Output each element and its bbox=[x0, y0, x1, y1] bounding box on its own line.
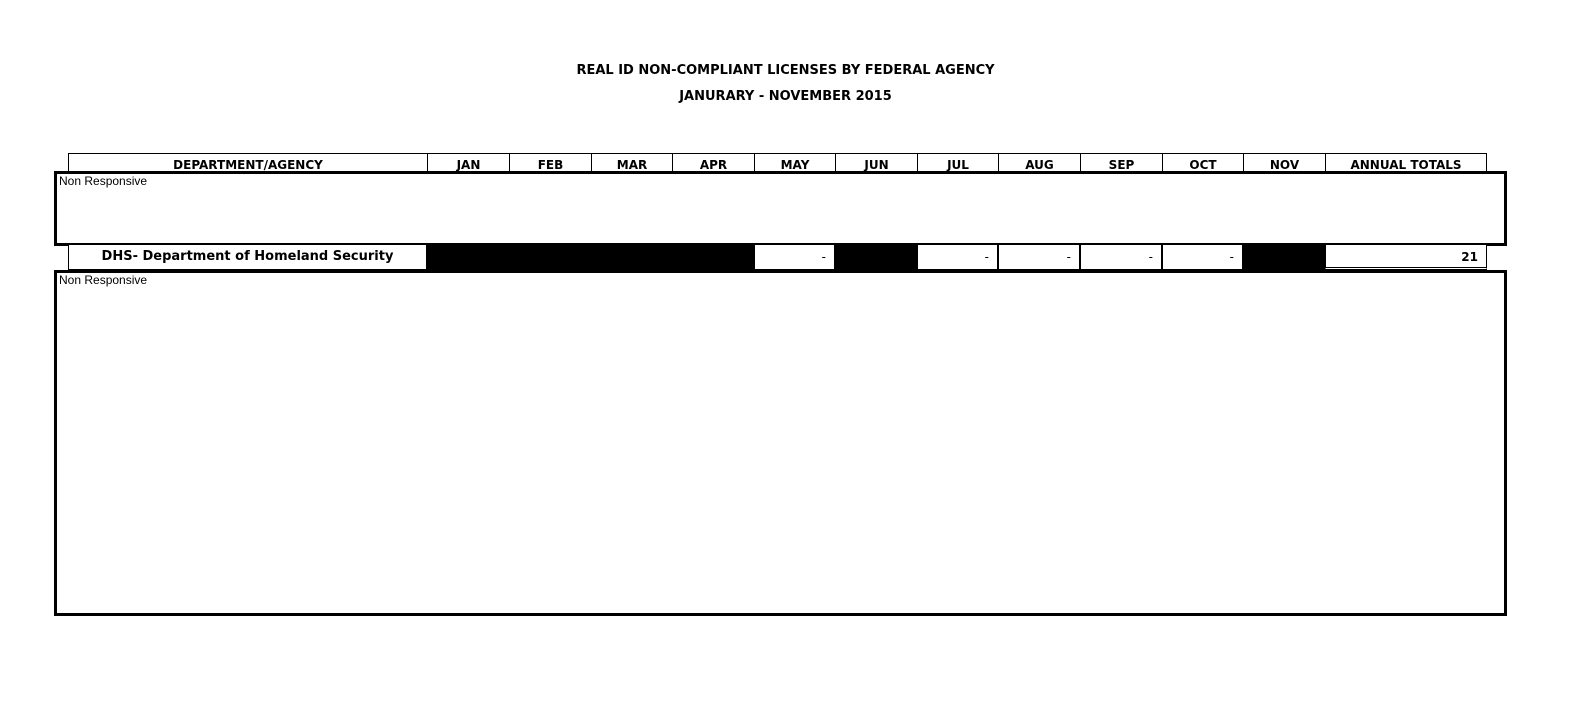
header-oct: OCT bbox=[1162, 153, 1243, 172]
header-jul: JUL bbox=[917, 153, 998, 172]
redaction-label: Non Responsive bbox=[59, 174, 148, 188]
header-aug: AUG bbox=[998, 153, 1080, 172]
dhs-oct-cell: - bbox=[1162, 245, 1243, 270]
redaction-box-bottom bbox=[54, 270, 1507, 616]
dhs-sep-cell: - bbox=[1080, 245, 1162, 270]
header-nov: NOV bbox=[1243, 153, 1325, 172]
dhs-aug-cell: - bbox=[998, 245, 1080, 270]
dhs-agency-cell: DHS- Department of Homeland Security bbox=[68, 245, 427, 270]
header-feb: FEB bbox=[509, 153, 591, 172]
dhs-jul-cell: - bbox=[917, 245, 998, 270]
header-mar: MAR bbox=[591, 153, 672, 172]
header-sep: SEP bbox=[1080, 153, 1162, 172]
redacted-cell-jun bbox=[835, 245, 917, 270]
dhs-annual-total-cell: 21 bbox=[1325, 245, 1487, 270]
dhs-may-cell: - bbox=[754, 245, 835, 270]
document-subtitle: JANURARY - NOVEMBER 2015 bbox=[679, 89, 892, 104]
header-department-agency: DEPARTMENT/AGENCY bbox=[68, 153, 427, 172]
document-title: REAL ID NON-COMPLIANT LICENSES BY FEDERAL AGENCY bbox=[576, 63, 995, 78]
header-jun: JUN bbox=[835, 153, 917, 172]
header-may: MAY bbox=[754, 153, 835, 172]
header-apr: APR bbox=[672, 153, 754, 172]
header-jan: JAN bbox=[427, 153, 509, 172]
redacted-cell-nov bbox=[1243, 245, 1325, 270]
redaction-box-top bbox=[54, 171, 1507, 246]
redaction-label: Non Responsive bbox=[59, 273, 148, 287]
redacted-cell-jan-apr bbox=[427, 245, 754, 270]
header-annual-totals: ANNUAL TOTALS bbox=[1325, 153, 1487, 172]
